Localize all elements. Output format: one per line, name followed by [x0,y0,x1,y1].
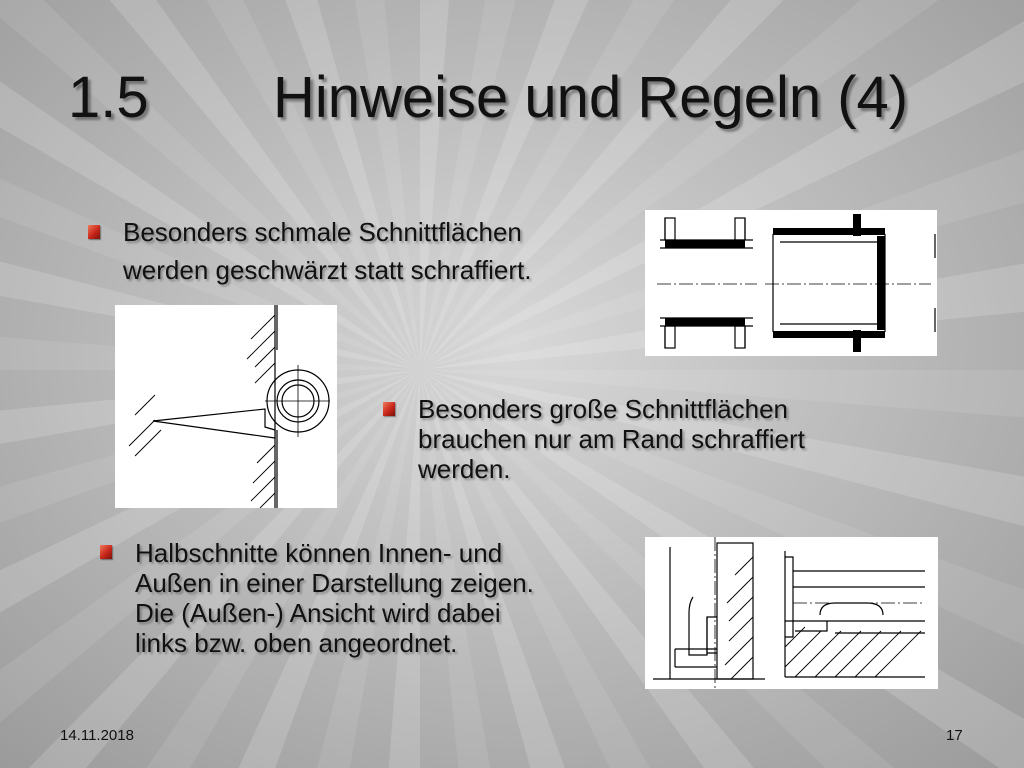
bullet-line: werden geschwärzt statt schraffiert. [123,255,532,285]
figure-narrow-blackened [645,210,937,356]
title-number: 1.5 [68,65,149,130]
bullet-large-sections [418,394,805,484]
figure-edge-hatched [115,305,337,508]
footer-page-number: 17 [946,727,963,744]
bullet-line: Halbschnitte können Innen- und [135,538,503,568]
bullet-line: links bzw. oben angeordnet. [135,628,458,658]
bullet-line: Besonders schmale Schnittflächen [123,217,522,247]
bullet-marker-icon [383,402,395,416]
title-text: Hinweise und Regeln (4) [273,65,909,130]
slide-title [68,66,908,130]
bullet-line: Außen in einer Darstellung zeigen. [135,568,534,598]
bullet-marker-icon [100,545,112,559]
bullet-line: werden. [418,454,511,484]
bullet-narrow-sections [123,217,531,285]
bullet-marker-icon [88,225,100,239]
figure-half-sections [645,537,938,689]
bullet-half-sections [135,538,534,658]
bullet-line: Die (Außen-) Ansicht wird dabei [135,598,501,628]
bullet-line: brauchen nur am Rand schraffiert [418,424,805,454]
bullet-line: Besonders große Schnittflächen [418,394,788,424]
footer-date: 14.11.2018 [60,727,134,744]
